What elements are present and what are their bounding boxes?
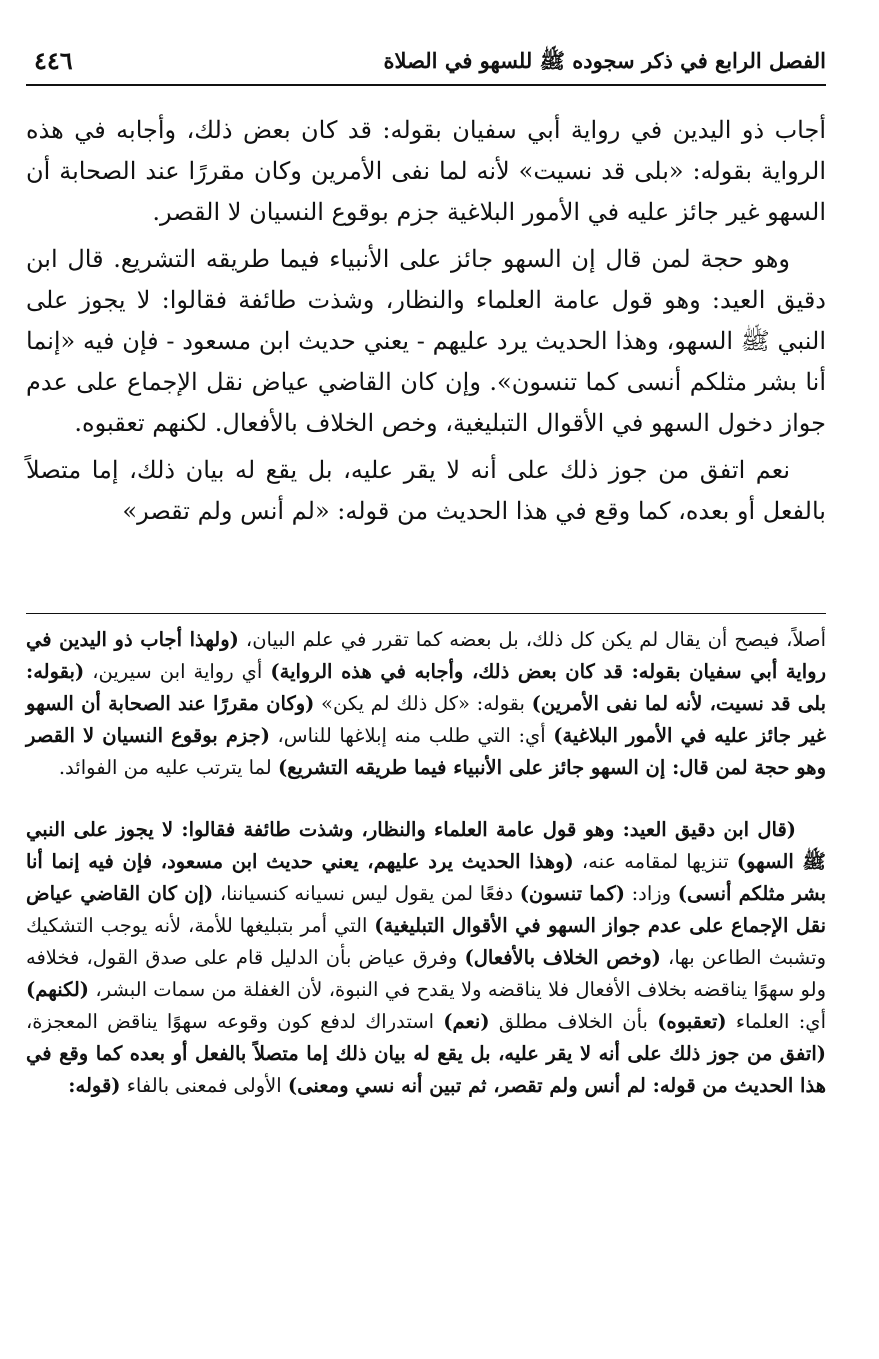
main-text (26, 110, 826, 538)
commentary-segment: (وخص الخلاف بالأفعال) (464, 946, 661, 969)
main-paragraph-3: نعم اتفق من جوز ذلك على أنه لا يقر عليه، بل يقع له بيان ذلك، إما متصلاً بالفعل أو بعده، كما وقع في هذا الحديث من قوله: «لم أنس ولم تقصر» (26, 456, 826, 525)
commentary-segment: (قوله: (68, 1074, 121, 1097)
commentary-segment: التي أمر بتبليغها للأمة، لأنه يوجب التشكيك وتشبث الطاعن بها، (26, 914, 827, 969)
commentary-segment: وزاد: (624, 882, 678, 905)
page (26, 40, 827, 1097)
commentary-segment: (وكان مقررًا عند الصحابة أن السهو غير جائز عليه في الأمور البلاغية) (26, 692, 826, 747)
commentary-segment: لما يترتب عليه من الفوائد. (58, 756, 278, 779)
commentary-segment: دفعًا لمن يقول ليس نسيانه كنسياننا، (213, 882, 520, 905)
main-paragraph-2: وهو حجة لمن قال إن السهو جائز على الأنبياء فيما طريقه التشريع. قال ابن دقيق العيد: وهو قول عامة العلماء والنظار، وشذت طائفة فقالوا: لا يجوز على النبي ﷺ السهو، وهذا الحديث يرد عليهم - يعني حديث ابن مسعود - فإن فيه «إنما أنا بشر مثلكم أنسى كما تنسون». وإن كان القاضي عياض نقل الإجماع على عدم جواز دخول السهو في الأقوال التبليغية، وخص الخلاف بالأفعال. لكنهم تعقبوه. (26, 245, 826, 437)
commentary-segment: وفرق عياض بأن الدليل قام على صدق القول، فخلافه ولو سهوًا يناقضه بخلاف الأفعال فلا يناقضه ولا يقدح في النبوة، لأن الغفلة من سمات البشر، (26, 946, 826, 1001)
footnote-separator (26, 613, 826, 614)
commentary-segment: أصلاً، فيصح أن يقال لم يكن كل ذلك، بل بعضه كما تقرر في علم البيان، (238, 628, 826, 651)
commentary-segment: (وهذا الحديث يرد عليهم، يعني حديث ابن مسعود، فإن فيه إنما أنا بشر مثلكم أنسى) (26, 850, 827, 905)
commentary-segment: الأولى فمعنى بالفاء (120, 1074, 288, 1097)
page-number: ٤٤٦ (34, 46, 73, 75)
commentary-segment: (قال ابن دقيق العيد: وهو قول عامة العلماء والنظار، وشذت طائفة فقالوا: لا يجوز على النبي ﷺ السهو) (26, 818, 826, 873)
commentary-segment: (جزم بوقوع النسيان لا القصر وهو حجة لمن قال: إن السهو جائز على الأنبياء فيما طريقه التشريع) (26, 724, 826, 779)
commentary-segment: (بقوله: بلى قد نسيت، لأنه لما نفى الأمرين) (26, 660, 826, 715)
commentary-segment: (إن كان القاضي عياض نقل الإجماع على عدم جواز السهو في الأقوال التبليغية) (26, 882, 826, 937)
commentary-segment: أي: العلماء (726, 1010, 826, 1033)
commentary-segment: (ولهذا أجاب ذو اليدين في رواية أبي سفيان بقوله: قد كان بعض ذلك، وأجابه في هذه الرواية) (26, 628, 827, 683)
commentary-paragraph-2 (26, 814, 826, 1102)
page-header (26, 40, 826, 80)
commentary-segment: (لكنهم) (26, 978, 90, 1001)
commentary (26, 624, 826, 1102)
commentary-segment: (اتفق من جوز ذلك على أنه لا يقر عليه، بل يقع له بيان ذلك إما متصلاً بالفعل أو بعده كما وقع في هذا الحديث من قوله: لم أنس ولم تقصر، ثم تبين أنه نسي ومعنى) (26, 1042, 826, 1097)
commentary-segment: (نعم) (443, 1010, 490, 1033)
commentary-segment: بأن الخلاف مطلق (489, 1010, 658, 1033)
commentary-segment: استدراك لدفع كون وقوعه سهوًا يناقض المعجزة، (26, 1010, 444, 1033)
commentary-segment: أي رواية ابن سيرين، (84, 660, 271, 683)
commentary-segment: (تعقبوه) (657, 1010, 727, 1033)
chapter-title: الفصل الرابع في ذكر سجوده ﷺ للسهو في الصلاة (383, 48, 826, 73)
commentary-segment: بقوله: «كل ذلك لم يكن» (314, 692, 532, 715)
main-paragraph-1: أجاب ذو اليدين في رواية أبي سفيان بقوله: قد كان بعض ذلك، وأجابه في هذه الرواية بقوله: «بلى قد نسيت» لأنه لما نفى الأمرين وكان مقررًا عند الصحابة أن السهو غير جائز عليه في الأمور البلاغية جزم بوقوع النسيان لا القصر. (26, 116, 826, 226)
commentary-segment: أي: التي طلب منه إبلاغها للناس، (269, 724, 554, 747)
commentary-segment: (كما تنسون) (519, 882, 625, 905)
commentary-segment: تنزيها لمقامه عنه، (573, 850, 737, 873)
header-rule (26, 84, 826, 86)
commentary-paragraph-1 (26, 624, 826, 784)
